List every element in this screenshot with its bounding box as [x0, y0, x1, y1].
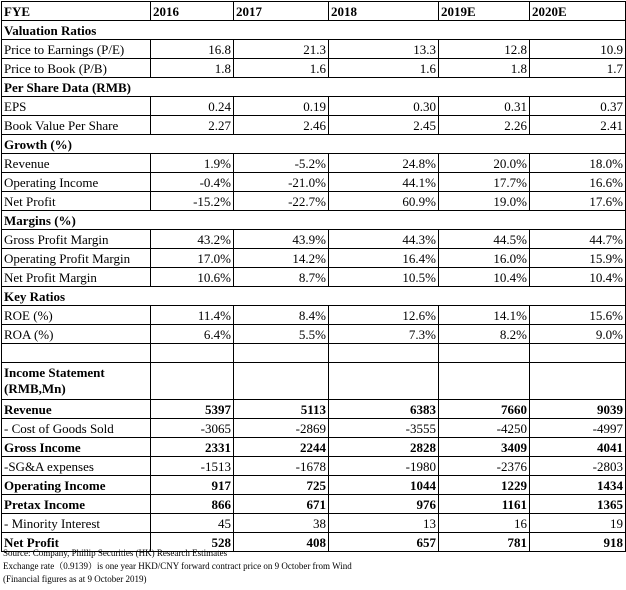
income-row-value: 408: [234, 533, 329, 552]
row-label: Book Value Per Share: [2, 116, 151, 135]
row-label: ROE (%): [2, 306, 151, 325]
income-row-value: -4997: [530, 419, 626, 438]
row-value: 43.9%: [234, 230, 329, 249]
income-row: [2, 457, 626, 476]
income-row-value: -3065: [151, 419, 234, 438]
row-value: 24.8%: [329, 154, 439, 173]
row-value: 44.1%: [329, 173, 439, 192]
row-value: 7.3%: [329, 325, 439, 344]
section-title: Margins (%): [2, 211, 151, 230]
row-label: Revenue: [2, 154, 151, 173]
row-value: 16.8: [151, 40, 234, 59]
financial-summary-table: [1, 1, 626, 552]
section-filler: [530, 78, 626, 97]
row-label: Price to Earnings (P/E): [2, 40, 151, 59]
table-body: [2, 2, 626, 552]
row-value: 16.6%: [530, 173, 626, 192]
table-row: [2, 306, 626, 325]
section-filler: [439, 78, 530, 97]
income-row-value: 866: [151, 495, 234, 514]
row-value: 43.2%: [151, 230, 234, 249]
income-row-value: 1161: [439, 495, 530, 514]
empty-cell: [439, 363, 530, 400]
section-filler: [439, 21, 530, 40]
income-row-value: -2376: [439, 457, 530, 476]
section-filler: [439, 135, 530, 154]
section-filler: [439, 211, 530, 230]
section-filler: [234, 78, 329, 97]
table-row: [2, 40, 626, 59]
empty-cell: [151, 363, 234, 400]
income-row-value: 5113: [234, 400, 329, 419]
section-header-row: [2, 211, 626, 230]
row-value: 1.8: [439, 59, 530, 78]
income-statement-header-row: [2, 363, 626, 400]
section-filler: [151, 21, 234, 40]
income-row-value: -4250: [439, 419, 530, 438]
row-value: 13.3: [329, 40, 439, 59]
row-value: 44.7%: [530, 230, 626, 249]
row-value: 15.9%: [530, 249, 626, 268]
row-value: 19.0%: [439, 192, 530, 211]
income-row-value: 528: [151, 533, 234, 552]
section-title: Growth (%): [2, 135, 151, 154]
section-filler: [234, 211, 329, 230]
income-row-value: 918: [530, 533, 626, 552]
income-row-value: 657: [329, 533, 439, 552]
row-value: -22.7%: [234, 192, 329, 211]
row-value: 1.9%: [151, 154, 234, 173]
income-row-value: 6383: [329, 400, 439, 419]
section-filler: [151, 287, 234, 306]
header-year: 2020E: [530, 2, 626, 21]
row-value: 44.5%: [439, 230, 530, 249]
row-value: 18.0%: [530, 154, 626, 173]
row-value: 1.6: [234, 59, 329, 78]
table-row: [2, 59, 626, 78]
row-value: 14.2%: [234, 249, 329, 268]
row-value: 2.26: [439, 116, 530, 135]
footnotes: [3, 547, 352, 586]
empty-cell: [234, 344, 329, 363]
row-value: 2.45: [329, 116, 439, 135]
row-value: 15.6%: [530, 306, 626, 325]
income-row-value: 917: [151, 476, 234, 495]
row-value: 1.6: [329, 59, 439, 78]
row-value: -21.0%: [234, 173, 329, 192]
header-year: 2016: [151, 2, 234, 21]
table-row: [2, 192, 626, 211]
row-value: 1.8: [151, 59, 234, 78]
empty-cell: [151, 344, 234, 363]
income-row-value: -1513: [151, 457, 234, 476]
section-filler: [234, 287, 329, 306]
income-row-value: 5397: [151, 400, 234, 419]
section-title: Key Ratios: [2, 287, 151, 306]
row-value: 8.2%: [439, 325, 530, 344]
row-value: 16.0%: [439, 249, 530, 268]
row-label: ROA (%): [2, 325, 151, 344]
section-filler: [530, 135, 626, 154]
section-filler: [329, 78, 439, 97]
income-row-label: - Cost of Goods Sold: [2, 419, 151, 438]
row-value: -0.4%: [151, 173, 234, 192]
row-value: 9.0%: [530, 325, 626, 344]
table-row: [2, 173, 626, 192]
date-note: (Financial figures as at 9 October 2019): [3, 574, 147, 584]
header-year: 2019E: [439, 2, 530, 21]
row-value: 21.3: [234, 40, 329, 59]
exchange-rate-note: Exchange rate（0.9139）is one year HKD/CNY forward contract price on 9 October from Wind: [3, 561, 352, 571]
table-row: [2, 268, 626, 287]
income-row-value: -1980: [329, 457, 439, 476]
row-value: 10.9: [530, 40, 626, 59]
table-row: [2, 97, 626, 116]
empty-cell: [439, 344, 530, 363]
row-value: 0.31: [439, 97, 530, 116]
income-row-value: 19: [530, 514, 626, 533]
section-filler: [151, 211, 234, 230]
row-value: 14.1%: [439, 306, 530, 325]
source-note: Source: Company, Phillip Securities (HK) Research Estimates: [3, 548, 228, 558]
income-row-value: 976: [329, 495, 439, 514]
section-title: Valuation Ratios: [2, 21, 151, 40]
income-row-value: 2828: [329, 438, 439, 457]
section-filler: [329, 21, 439, 40]
empty-cell: [329, 363, 439, 400]
table-row: [2, 230, 626, 249]
income-row: [2, 400, 626, 419]
income-row-value: -3555: [329, 419, 439, 438]
row-value: 17.6%: [530, 192, 626, 211]
header-year: 2017: [234, 2, 329, 21]
row-value: 8.7%: [234, 268, 329, 287]
income-row-label: Operating Income: [2, 476, 151, 495]
income-row: [2, 495, 626, 514]
row-value: 20.0%: [439, 154, 530, 173]
empty-cell: [2, 344, 151, 363]
section-header-row: [2, 21, 626, 40]
income-row-value: 16: [439, 514, 530, 533]
header-year: 2018: [329, 2, 439, 21]
row-value: 1.7: [530, 59, 626, 78]
income-statement-title: Income Statement (RMB,Mn): [2, 363, 151, 400]
row-value: 60.9%: [329, 192, 439, 211]
row-value: 5.5%: [234, 325, 329, 344]
income-row-label: Revenue: [2, 400, 151, 419]
income-row-label: Pretax Income: [2, 495, 151, 514]
income-row-value: 9039: [530, 400, 626, 419]
income-row-label: Net Profit: [2, 533, 151, 552]
row-value: 11.4%: [151, 306, 234, 325]
header-row: [2, 2, 626, 21]
section-header-row: [2, 287, 626, 306]
income-row-value: 781: [439, 533, 530, 552]
header-label: FYE: [2, 2, 151, 21]
empty-cell: [234, 363, 329, 400]
income-row-value: 725: [234, 476, 329, 495]
row-value: 10.4%: [530, 268, 626, 287]
section-filler: [530, 211, 626, 230]
section-header-row: [2, 135, 626, 154]
row-value: 10.5%: [329, 268, 439, 287]
income-row: [2, 514, 626, 533]
row-value: 8.4%: [234, 306, 329, 325]
empty-cell: [530, 363, 626, 400]
income-row-value: -2869: [234, 419, 329, 438]
section-filler: [329, 211, 439, 230]
income-row-value: 7660: [439, 400, 530, 419]
table-row: [2, 325, 626, 344]
income-row-value: 1044: [329, 476, 439, 495]
section-filler: [151, 78, 234, 97]
section-filler: [234, 135, 329, 154]
empty-cell: [530, 344, 626, 363]
row-value: 6.4%: [151, 325, 234, 344]
income-row: [2, 476, 626, 495]
income-row-value: 38: [234, 514, 329, 533]
income-row-label: Gross Income: [2, 438, 151, 457]
income-row-value: -2803: [530, 457, 626, 476]
section-title: Per Share Data (RMB): [2, 78, 151, 97]
income-row-value: 1229: [439, 476, 530, 495]
section-header-row: [2, 78, 626, 97]
section-filler: [329, 287, 439, 306]
income-row: [2, 419, 626, 438]
row-value: 16.4%: [329, 249, 439, 268]
row-label: Operating Profit Margin: [2, 249, 151, 268]
row-value: 0.30: [329, 97, 439, 116]
table-row: [2, 154, 626, 173]
row-label: Net Profit Margin: [2, 268, 151, 287]
row-value: 12.8: [439, 40, 530, 59]
income-row-value: -1678: [234, 457, 329, 476]
row-value: 17.0%: [151, 249, 234, 268]
income-row-value: 1434: [530, 476, 626, 495]
row-value: 2.41: [530, 116, 626, 135]
income-row-value: 4041: [530, 438, 626, 457]
row-value: 2.27: [151, 116, 234, 135]
table-row: [2, 249, 626, 268]
row-value: 0.24: [151, 97, 234, 116]
row-value: 0.19: [234, 97, 329, 116]
row-value: 17.7%: [439, 173, 530, 192]
income-row-value: 13: [329, 514, 439, 533]
income-row-value: 671: [234, 495, 329, 514]
row-value: 0.37: [530, 97, 626, 116]
section-filler: [329, 135, 439, 154]
income-row-value: 2244: [234, 438, 329, 457]
income-row-label: -SG&A expenses: [2, 457, 151, 476]
section-filler: [234, 21, 329, 40]
row-value: 44.3%: [329, 230, 439, 249]
row-value: 10.4%: [439, 268, 530, 287]
section-filler: [439, 287, 530, 306]
income-row-value: 2331: [151, 438, 234, 457]
section-filler: [530, 21, 626, 40]
row-label: Operating Income: [2, 173, 151, 192]
spacer-row: [2, 344, 626, 363]
section-filler: [530, 287, 626, 306]
section-filler: [151, 135, 234, 154]
row-label: Gross Profit Margin: [2, 230, 151, 249]
table-row: [2, 116, 626, 135]
income-row-value: 1365: [530, 495, 626, 514]
row-label: Net Profit: [2, 192, 151, 211]
income-row-value: 45: [151, 514, 234, 533]
row-value: 10.6%: [151, 268, 234, 287]
row-value: -15.2%: [151, 192, 234, 211]
row-label: EPS: [2, 97, 151, 116]
row-label: Price to Book (P/B): [2, 59, 151, 78]
row-value: 2.46: [234, 116, 329, 135]
row-value: -5.2%: [234, 154, 329, 173]
income-row-value: 3409: [439, 438, 530, 457]
income-row-label: - Minority Interest: [2, 514, 151, 533]
row-value: 12.6%: [329, 306, 439, 325]
income-row: [2, 438, 626, 457]
empty-cell: [329, 344, 439, 363]
